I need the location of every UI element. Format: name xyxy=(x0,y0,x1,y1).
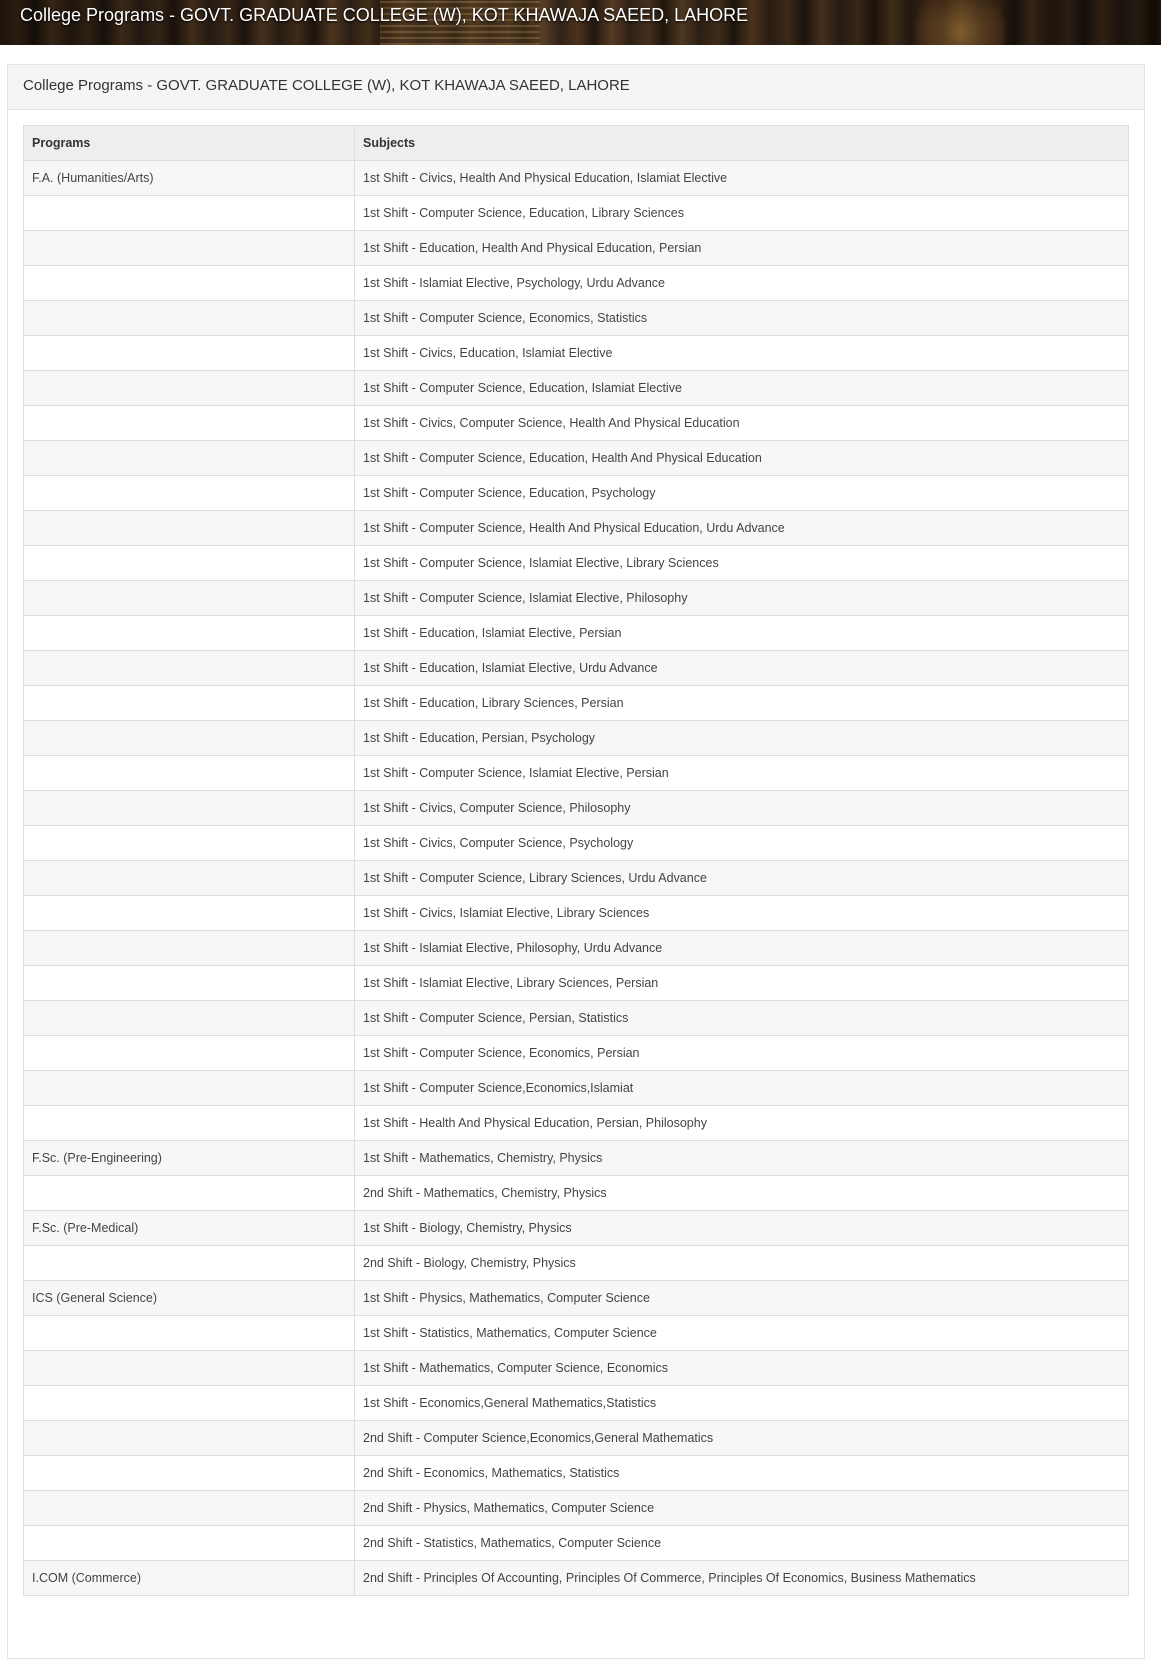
table-row xyxy=(24,686,1129,721)
table-row xyxy=(24,721,1129,756)
table-row xyxy=(24,616,1129,651)
subjects-cell: 1st Shift - Civics, Education, Islamiat Elective xyxy=(355,336,1129,371)
table-row xyxy=(24,1421,1129,1456)
table-row xyxy=(24,756,1129,791)
table-row xyxy=(24,1526,1129,1561)
subjects-cell: 2nd Shift - Biology, Chemistry, Physics xyxy=(355,1246,1129,1281)
header-subjects: Subjects xyxy=(355,126,1129,161)
subjects-cell: 1st Shift - Computer Science, Education, Islamiat Elective xyxy=(355,371,1129,406)
program-cell xyxy=(24,371,355,406)
program-cell xyxy=(24,1351,355,1386)
program-cell xyxy=(24,511,355,546)
program-cell xyxy=(24,966,355,1001)
table-body xyxy=(24,161,1129,1596)
subjects-cell: 1st Shift - Health And Physical Education, Persian, Philosophy xyxy=(355,1106,1129,1141)
table-row xyxy=(24,1491,1129,1526)
program-cell xyxy=(24,1106,355,1141)
program-cell xyxy=(24,1421,355,1456)
program-cell xyxy=(24,616,355,651)
subjects-cell: 1st Shift - Mathematics, Computer Science, Economics xyxy=(355,1351,1129,1386)
subjects-cell: 1st Shift - Computer Science, Economics, Statistics xyxy=(355,301,1129,336)
table-row xyxy=(24,966,1129,1001)
program-cell xyxy=(24,231,355,266)
subjects-cell: 1st Shift - Computer Science, Islamiat Elective, Philosophy xyxy=(355,581,1129,616)
table-row xyxy=(24,1561,1129,1596)
table-row xyxy=(24,1106,1129,1141)
table-row xyxy=(24,1456,1129,1491)
subjects-cell: 1st Shift - Islamiat Elective, Library Sciences, Persian xyxy=(355,966,1129,1001)
program-cell: F.A. (Humanities/Arts) xyxy=(24,161,355,196)
subjects-cell: 1st Shift - Computer Science, Persian, Statistics xyxy=(355,1001,1129,1036)
header-banner xyxy=(0,0,1161,45)
program-cell xyxy=(24,266,355,301)
subjects-cell: 1st Shift - Biology, Chemistry, Physics xyxy=(355,1211,1129,1246)
subjects-cell: 2nd Shift - Economics, Mathematics, Statistics xyxy=(355,1456,1129,1491)
program-cell: I.COM (Commerce) xyxy=(24,1561,355,1596)
subjects-cell: 2nd Shift - Physics, Mathematics, Computer Science xyxy=(355,1491,1129,1526)
table-row xyxy=(24,196,1129,231)
table-row xyxy=(24,1386,1129,1421)
table-row xyxy=(24,231,1129,266)
program-cell xyxy=(24,1001,355,1036)
subjects-cell: 1st Shift - Computer Science, Education, Psychology xyxy=(355,476,1129,511)
table-row xyxy=(24,651,1129,686)
subjects-cell: 1st Shift - Physics, Mathematics, Computer Science xyxy=(355,1281,1129,1316)
subjects-cell: 1st Shift - Education, Persian, Psychology xyxy=(355,721,1129,756)
table-row xyxy=(24,266,1129,301)
table-row xyxy=(24,511,1129,546)
subjects-cell: 1st Shift - Computer Science, Library Sciences, Urdu Advance xyxy=(355,861,1129,896)
programs-panel xyxy=(7,64,1145,1659)
program-cell xyxy=(24,1246,355,1281)
subjects-cell: 1st Shift - Civics, Computer Science, Health And Physical Education xyxy=(355,406,1129,441)
subjects-cell: 1st Shift - Civics, Health And Physical Education, Islamiat Elective xyxy=(355,161,1129,196)
program-cell xyxy=(24,826,355,861)
table-row xyxy=(24,896,1129,931)
table-row xyxy=(24,1141,1129,1176)
table-row xyxy=(24,546,1129,581)
program-cell xyxy=(24,861,355,896)
program-cell xyxy=(24,441,355,476)
subjects-cell: 1st Shift - Computer Science, Islamiat Elective, Library Sciences xyxy=(355,546,1129,581)
subjects-cell: 2nd Shift - Principles Of Accounting, Principles Of Commerce, Principles Of Economics, Business Mathematics xyxy=(355,1561,1129,1596)
table-row xyxy=(24,1246,1129,1281)
table-row xyxy=(24,1281,1129,1316)
subjects-cell: 1st Shift - Computer Science, Health And Physical Education, Urdu Advance xyxy=(355,511,1129,546)
table-row xyxy=(24,861,1129,896)
table-row xyxy=(24,1316,1129,1351)
subjects-cell: 2nd Shift - Mathematics, Chemistry, Physics xyxy=(355,1176,1129,1211)
program-cell xyxy=(24,756,355,791)
program-cell xyxy=(24,581,355,616)
table-row xyxy=(24,441,1129,476)
subjects-cell: 1st Shift - Education, Health And Physical Education, Persian xyxy=(355,231,1129,266)
subjects-cell: 1st Shift - Economics,General Mathematics,Statistics xyxy=(355,1386,1129,1421)
subjects-cell: 1st Shift - Education, Library Sciences, Persian xyxy=(355,686,1129,721)
table-header-row xyxy=(24,126,1129,161)
table-row xyxy=(24,1036,1129,1071)
table-row xyxy=(24,1211,1129,1246)
program-cell xyxy=(24,476,355,511)
table-row xyxy=(24,931,1129,966)
program-cell xyxy=(24,1456,355,1491)
program-cell: ICS (General Science) xyxy=(24,1281,355,1316)
subjects-cell: 1st Shift - Mathematics, Chemistry, Physics xyxy=(355,1141,1129,1176)
table-row xyxy=(24,406,1129,441)
program-cell xyxy=(24,546,355,581)
subjects-cell: 1st Shift - Education, Islamiat Elective, Persian xyxy=(355,616,1129,651)
table-row xyxy=(24,826,1129,861)
program-cell xyxy=(24,791,355,826)
subjects-cell: 1st Shift - Computer Science, Islamiat Elective, Persian xyxy=(355,756,1129,791)
table-row xyxy=(24,1001,1129,1036)
subjects-cell: 1st Shift - Computer Science, Education, Health And Physical Education xyxy=(355,441,1129,476)
program-cell xyxy=(24,301,355,336)
program-cell xyxy=(24,651,355,686)
programs-table xyxy=(23,125,1129,1596)
header-programs: Programs xyxy=(24,126,355,161)
table-row xyxy=(24,1176,1129,1211)
program-cell xyxy=(24,931,355,966)
banner-title: College Programs - GOVT. GRADUATE COLLEGE (W), KOT KHAWAJA SAEED, LAHORE xyxy=(20,5,749,25)
program-cell xyxy=(24,686,355,721)
program-cell xyxy=(24,1491,355,1526)
program-cell xyxy=(24,336,355,371)
program-cell xyxy=(24,896,355,931)
table-row xyxy=(24,1071,1129,1106)
subjects-cell: 1st Shift - Civics, Computer Science, Psychology xyxy=(355,826,1129,861)
table-row xyxy=(24,791,1129,826)
program-cell xyxy=(24,1071,355,1106)
subjects-cell: 1st Shift - Islamiat Elective, Philosophy, Urdu Advance xyxy=(355,931,1129,966)
subjects-cell: 1st Shift - Computer Science,Economics,Islamiat xyxy=(355,1071,1129,1106)
program-cell: F.Sc. (Pre-Engineering) xyxy=(24,1141,355,1176)
program-cell xyxy=(24,1316,355,1351)
subjects-cell: 1st Shift - Education, Islamiat Elective, Urdu Advance xyxy=(355,651,1129,686)
program-cell xyxy=(24,1176,355,1211)
table-row xyxy=(24,1351,1129,1386)
subjects-cell: 1st Shift - Computer Science, Economics, Persian xyxy=(355,1036,1129,1071)
subjects-cell: 1st Shift - Civics, Computer Science, Philosophy xyxy=(355,791,1129,826)
table-row xyxy=(24,336,1129,371)
program-cell xyxy=(24,1526,355,1561)
program-cell xyxy=(24,406,355,441)
table-row xyxy=(24,581,1129,616)
subjects-cell: 2nd Shift - Computer Science,Economics,General Mathematics xyxy=(355,1421,1129,1456)
program-cell xyxy=(24,1386,355,1421)
program-cell xyxy=(24,1036,355,1071)
panel-heading: College Programs - GOVT. GRADUATE COLLEGE (W), KOT KHAWAJA SAEED, LAHORE xyxy=(8,65,1144,110)
subjects-cell: 1st Shift - Statistics, Mathematics, Computer Science xyxy=(355,1316,1129,1351)
program-cell xyxy=(24,196,355,231)
program-cell: F.Sc. (Pre-Medical) xyxy=(24,1211,355,1246)
table-row xyxy=(24,371,1129,406)
subjects-cell: 2nd Shift - Statistics, Mathematics, Computer Science xyxy=(355,1526,1129,1561)
program-cell xyxy=(24,721,355,756)
table-row xyxy=(24,476,1129,511)
banner-decoration xyxy=(900,0,1020,45)
table-row xyxy=(24,301,1129,336)
subjects-cell: 1st Shift - Computer Science, Education, Library Sciences xyxy=(355,196,1129,231)
subjects-cell: 1st Shift - Civics, Islamiat Elective, Library Sciences xyxy=(355,896,1129,931)
subjects-cell: 1st Shift - Islamiat Elective, Psychology, Urdu Advance xyxy=(355,266,1129,301)
table-row xyxy=(24,161,1129,196)
